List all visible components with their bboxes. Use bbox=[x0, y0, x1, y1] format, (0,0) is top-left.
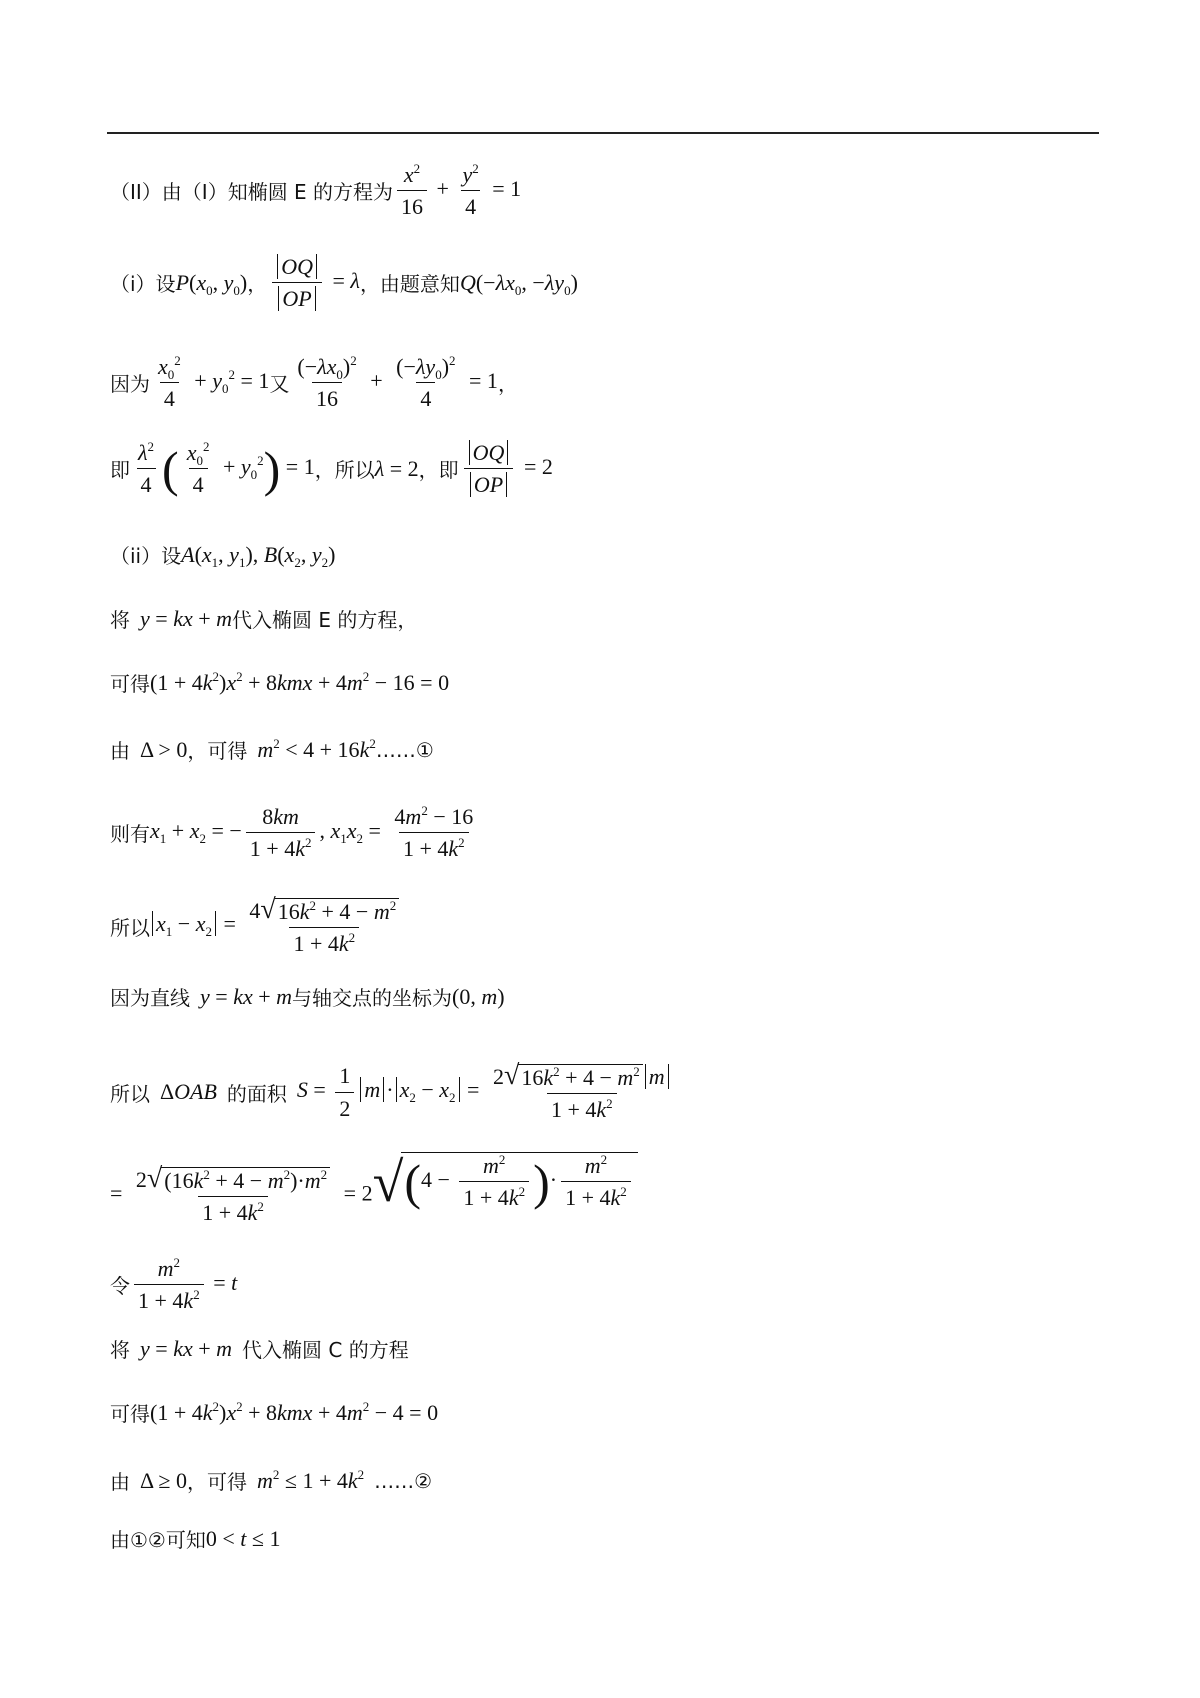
math-let-t: $\frac{m^2}{1 + 4k^2}$ = t bbox=[130, 1256, 237, 1314]
text-segment: 代入椭圆 C 的方程 bbox=[242, 1338, 409, 1362]
math-point-q: $Q(-\lambda x_0$, $-\lambda y_0$) bbox=[459, 269, 578, 298]
math-points-ab: $A(x_1$, $y_1$), $B(x_2$, $y_2$) bbox=[181, 541, 336, 570]
text-segment: 由①②可知 bbox=[110, 1528, 206, 1552]
line-7 bbox=[110, 668, 449, 697]
line-16 bbox=[110, 1398, 438, 1427]
math-eq-1: $\frac{x_0^2}{4}$ + $y_0^2 = 1$ bbox=[158, 353, 270, 412]
text-segment: ，可得 bbox=[187, 1470, 248, 1494]
text-segment: 将 bbox=[110, 608, 130, 632]
equation-ellipse-e: $\frac{x^2}{16}$ + $\frac{y^2}{4}$ = 1 bbox=[393, 162, 521, 220]
line-17 bbox=[110, 1466, 432, 1495]
math-quadratic-2: $(1 + 4k^2)x^2 + 8kmx + 4m^2 - 4 = 0$ bbox=[150, 1398, 439, 1425]
line-8 bbox=[110, 735, 434, 764]
text-segment: 所以 bbox=[110, 915, 150, 940]
text-segment: 的面积 bbox=[226, 1081, 287, 1106]
text-segment: ……② bbox=[374, 1468, 433, 1493]
text-segment: 由 bbox=[110, 1470, 130, 1494]
text-segment: ，由题意知 bbox=[359, 272, 460, 297]
line-15 bbox=[110, 1334, 409, 1363]
header-rule bbox=[107, 132, 1099, 134]
text-segment: 即 bbox=[110, 458, 130, 483]
text-segment: 将 bbox=[110, 1338, 130, 1362]
math-eq-2: $\frac{(-\lambda x_0)^2}{16}$ + $\frac{(-\lambda y_0)^2}{4}$ = 1 bbox=[297, 353, 498, 412]
line-10 bbox=[110, 896, 407, 956]
text-segment: 又 bbox=[269, 372, 290, 397]
text-segment: 与轴交点的坐标为 bbox=[292, 986, 453, 1010]
text-segment: ……① bbox=[375, 737, 434, 762]
line-14 bbox=[110, 1256, 237, 1314]
math-delta-1: Δ > 0 bbox=[140, 736, 188, 762]
line-9 bbox=[110, 804, 481, 862]
line-5 bbox=[110, 540, 335, 569]
math-delta-2: Δ ≥ 0 bbox=[140, 1467, 188, 1493]
math-lambda-value: λ = 2 bbox=[374, 455, 419, 481]
math-area: S = $\frac{1}{2}$ $m \cdot x_2 - x_2$ = 2 √ $16k^2 + 4 - m^2$ m $1 + 4k^2$ bbox=[297, 1062, 679, 1122]
text-segment: 由 bbox=[110, 739, 130, 763]
text-segment: 可得 bbox=[110, 1402, 150, 1426]
math-point-p: $P(x_0$, $y_0$) bbox=[175, 269, 248, 298]
text-segment: ， bbox=[497, 372, 518, 397]
text-segment: 可得 bbox=[110, 672, 150, 696]
line-13 bbox=[110, 1152, 638, 1226]
math-t-range: 0 < t ≤ 1 bbox=[205, 1525, 281, 1551]
math-ratio-value: $\frac{OQ}{OP}$ = 2 bbox=[459, 440, 553, 498]
text-segment: 令 bbox=[110, 1274, 130, 1299]
math-ineq-1: $m^2 < 4 + 16k^2$ bbox=[257, 735, 376, 762]
text-segment: ，可得 bbox=[187, 739, 248, 763]
math-ineq-2: $m^2 \le 1 + 4k^2$ bbox=[257, 1466, 365, 1493]
math-area-cont: = 2 √ $(16k^2 + 4 - m^2)\cdot m^2$ $1 + 4k^2$ = 2 √ (4 − $\frac{m^2}{1 + 4k^2}$ )· $\frac{m^2}{1 + 4k^2}$ bbox=[110, 1152, 638, 1226]
line-6 bbox=[110, 604, 417, 633]
math-line-eq-2: y = kx + m bbox=[200, 983, 293, 1009]
line-18 bbox=[110, 1524, 280, 1553]
text-segment: 因为直线 bbox=[110, 986, 190, 1010]
math-vieta: $x_1 + x_2$ = − $\frac{8km}{1 + 4k^2}$ , $x_1x_2$ = $\frac{4m^2 - 16}{1 + 4k^2}$ bbox=[150, 803, 474, 862]
math-quadratic-1: $(1 + 4k^2)x^2 + 8kmx + 4m^2 - 16 = 0$ bbox=[150, 668, 450, 695]
text-segment: （II）由（I）知椭圆 E 的方程为 bbox=[110, 180, 394, 205]
math-triangle: ΔOAB bbox=[160, 1079, 217, 1105]
text-segment: 代入椭圆 E 的方程， bbox=[232, 608, 418, 632]
line-11 bbox=[110, 982, 505, 1011]
math-diff: $x_1 - x_2$ = 4 √ $16k^2 + 4 - m^2$ $1 + 4k^2$ bbox=[150, 896, 407, 956]
text-segment: （ii）设 bbox=[110, 544, 182, 568]
text-segment: ，所以 bbox=[314, 458, 375, 483]
math-intercept: (0, m) bbox=[452, 983, 505, 1009]
line-4 bbox=[110, 440, 553, 498]
text-segment: 因为 bbox=[110, 372, 150, 397]
line-3 bbox=[110, 354, 518, 412]
text-segment: 则有 bbox=[110, 822, 150, 847]
text-segment: ， bbox=[247, 272, 268, 297]
text-segment: ，即 bbox=[418, 458, 459, 483]
math-eq-3: $\frac{\lambda^2}{4}$ ( $\frac{x_0^2}{4}$ + $y_0^2) = 1$ bbox=[138, 439, 315, 498]
math-ratio-lambda: $\frac{OQ}{OP}$ = λ bbox=[267, 254, 360, 312]
line-12 bbox=[110, 1062, 679, 1122]
text-segment: 所以 bbox=[110, 1081, 150, 1106]
math-line-eq-3: y = kx + m bbox=[140, 1335, 233, 1361]
text-segment: （i）设 bbox=[110, 272, 176, 297]
line-1 bbox=[110, 162, 521, 220]
math-line-eq: y = kx + m bbox=[140, 605, 233, 631]
line-2 bbox=[110, 254, 578, 312]
